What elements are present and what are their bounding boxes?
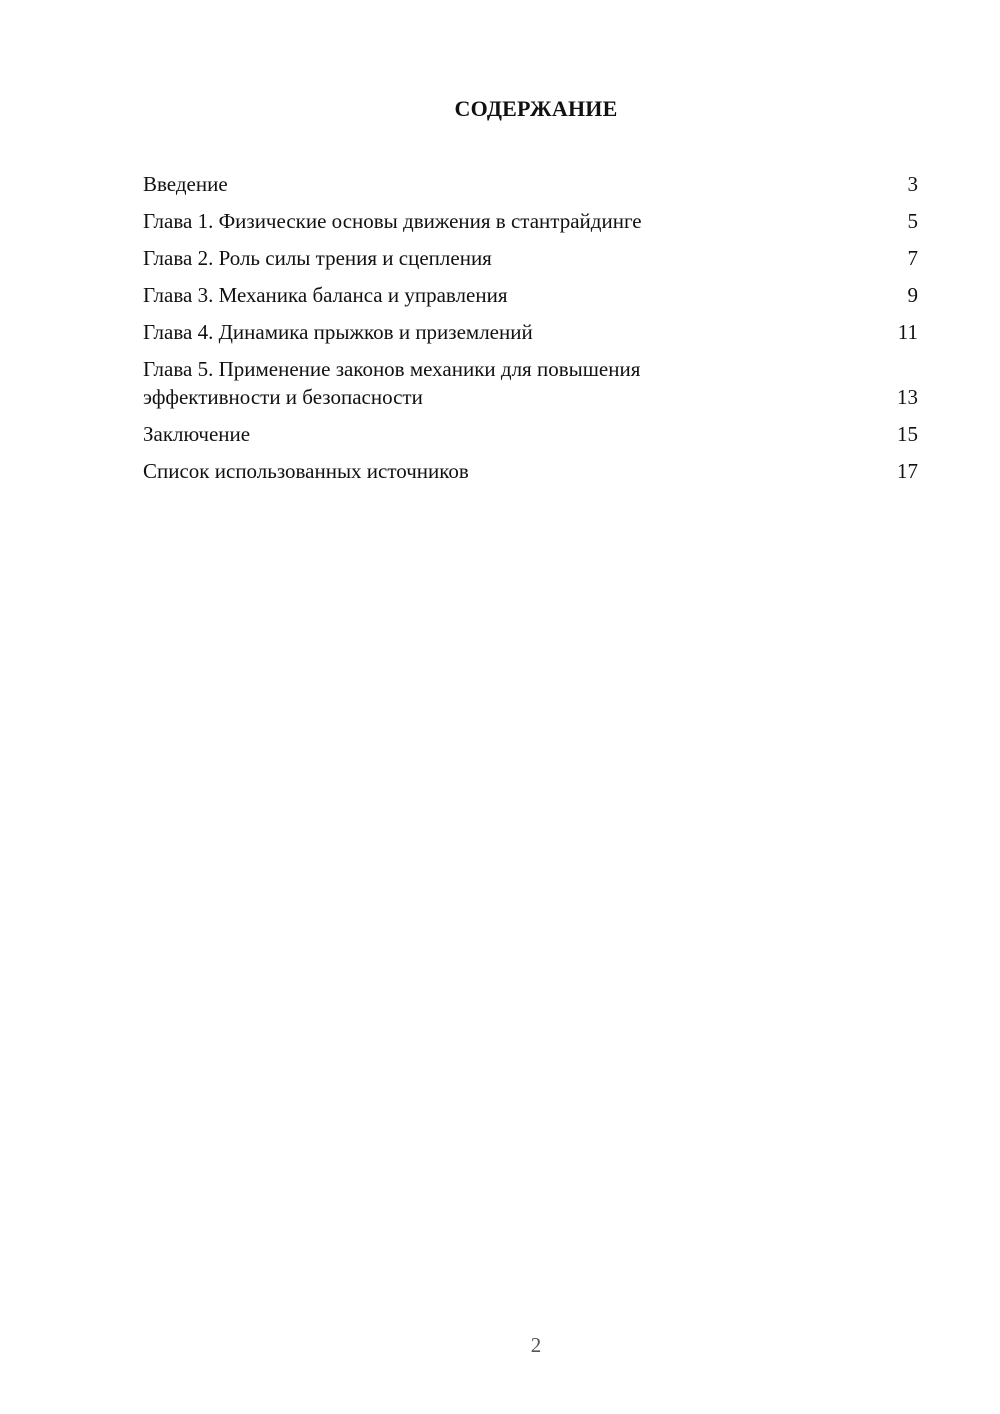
toc-entry-title: Глава 2. Роль силы трения и сцепления xyxy=(143,246,492,270)
toc-entry-title: Глава 4. Динамика прыжков и приземлений xyxy=(143,320,533,344)
toc-entry-chapter-3 xyxy=(143,281,918,309)
toc-entry-references xyxy=(143,457,918,485)
toc-entry-page: 17 xyxy=(897,459,918,483)
toc-entry-page: 3 xyxy=(907,172,918,196)
toc-entry-chapter-4 xyxy=(143,318,918,346)
toc-entry-title: Глава 3. Механика баланса и управления xyxy=(143,283,508,307)
toc-entry-title: Введение xyxy=(143,172,228,196)
table-of-contents xyxy=(143,170,918,494)
toc-entry-page: 5 xyxy=(907,209,918,233)
toc-entry-chapter-1 xyxy=(143,207,918,235)
toc-entry-chapter-2 xyxy=(143,244,918,272)
toc-entry-page: 11 xyxy=(897,320,918,344)
toc-entry-introduction xyxy=(143,170,918,198)
toc-entry-page: 9 xyxy=(907,283,918,307)
toc-entry-title: Глава 1. Физические основы движения в стантрайдинге xyxy=(143,209,642,233)
toc-entry-conclusion xyxy=(143,420,918,448)
toc-entry-page: 15 xyxy=(897,422,918,446)
toc-entry-title: Заключение xyxy=(143,422,251,446)
toc-entry-title: Глава 5. Применение законов механики для повышения эффективности и безопасности xyxy=(143,357,641,409)
toc-entry-title: Список использованных источников xyxy=(143,459,469,483)
toc-entry-chapter-5 xyxy=(143,355,918,411)
toc-heading: СОДЕРЖАНИЕ xyxy=(454,96,618,121)
page-number: 2 xyxy=(530,1333,542,1357)
toc-entry-page: 7 xyxy=(907,246,918,270)
toc-entry-page: 13 xyxy=(897,385,918,409)
